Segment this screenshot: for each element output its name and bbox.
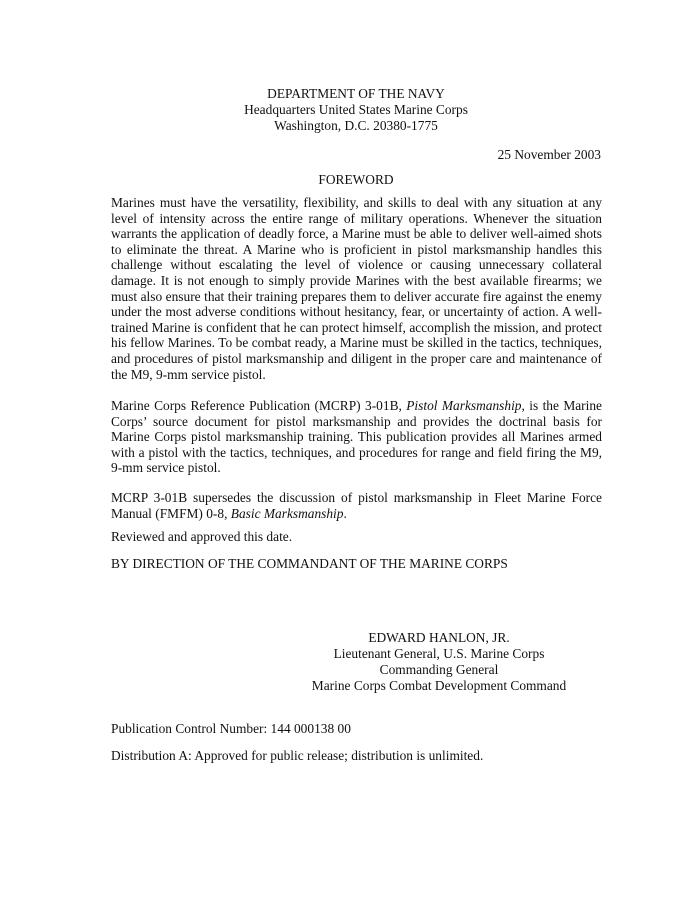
paragraph-1: Marines must have the versatility, flexibility, and skills to deal with any situation at any level of intensity across the entire range of military operations. Whenever the situation warrants the application of deadly force, a Marine must be able to deliver well-aimed shots to eliminate the threat. A Marine who is proficient in pistol marksmanship handles this challenge without escalating the level of violence or causing unnecessary collateral damage. It is not enough to simply provide Marines with the best available firearms; we must also ensure that their training prepares them to deliver accurate fire against the enemy under the most adverse conditions without hesitancy, fear, or uncertainty of action. A well-trained Marine is confident that he can protect himself, accomplish the mission, and protect his fellow Marines. To be combat ready, a Marine must be skilled in the tactics, techniques, and procedures of pistol marksmanship and diligent in the proper care and maintenance of the M9, 9-mm service pistol. — [111, 195, 602, 382]
document-date: 25 November 2003 — [497, 147, 601, 162]
publication-control-number: Publication Control Number: 144 000138 00 — [111, 721, 351, 736]
letterhead-department: DEPARTMENT OF THE NAVY — [267, 86, 445, 101]
approval-statement: Reviewed and approved this date. — [111, 529, 293, 544]
paragraph-3 — [111, 490, 602, 521]
signatory-rank: Lieutenant General, U.S. Marine Corps — [333, 646, 545, 661]
direction-statement: BY DIRECTION OF THE COMMANDANT OF THE MARINE CORPS — [111, 556, 508, 571]
letterhead-headquarters: Headquarters United States Marine Corps — [244, 102, 468, 117]
signature-block — [308, 630, 570, 694]
signatory-position: Commanding General — [379, 662, 499, 677]
paragraph-3-block — [111, 490, 602, 521]
paragraph-2-block — [111, 398, 602, 476]
paragraph-2 — [111, 398, 602, 476]
letterhead-address: Washington, D.C. 20380-1775 — [274, 118, 438, 133]
signatory-command: Marine Corps Combat Development Command — [311, 678, 567, 693]
paragraph-3-text-start: MCRP 3-01B supersedes the discussion of pistol marksmanship in Fleet Marine Force Manual (FMFM) 0-8, — [111, 490, 602, 521]
signatory-name: EDWARD HANLON, JR. — [368, 630, 510, 645]
paragraph-1-block — [111, 195, 602, 382]
page-title: FOREWORD — [318, 172, 394, 187]
paragraph-3-manual-title: Basic Marksmanship — [230, 505, 344, 521]
paragraph-2-text-start: Marine Corps Reference Publication (MCRP) 3-01B, — [111, 398, 407, 413]
paragraph-3-text-end: . — [343, 505, 347, 521]
distribution-statement: Distribution A: Approved for public release; distribution is unlimited. — [111, 748, 484, 763]
paragraph-2-publication-title: Pistol Marksmanship — [406, 398, 522, 413]
paragraph-2-text-end: , is the Marine Corps’ source document for pistol marksmanship and provides the doctrinal basis for Marine Corps pistol marksmanship training. This publication provides all Marines armed with a pistol with the tactics, techniques, and procedures for range and field firing the M9, 9-mm service pistol. — [111, 398, 602, 476]
letterhead — [0, 86, 695, 134]
